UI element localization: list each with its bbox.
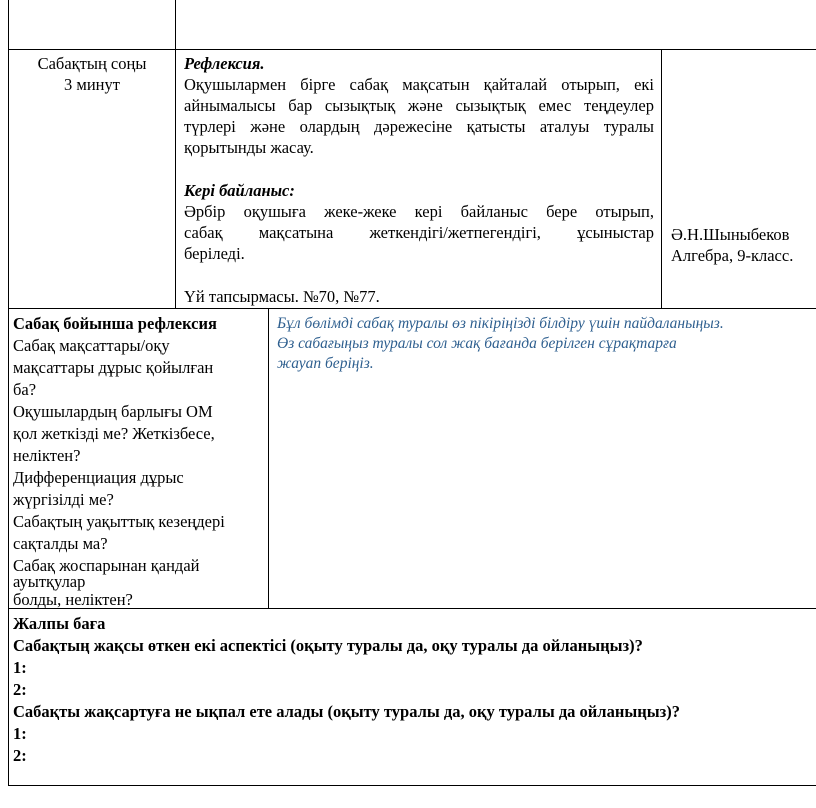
overall-answer-1-1: 1: — [13, 658, 27, 677]
homework-text: Үй тапсырмасы. №70, №77. — [184, 287, 380, 306]
overall-answer-1-2: 2: — [13, 680, 27, 699]
reflection-hint-line: Өз сабағыңыз туралы сол жақ бағанда берілген сұрақтарға — [277, 335, 677, 352]
feedback-heading: Кері байланыс: — [184, 181, 295, 200]
feedback-line: Әрбір оқушыға жеке-жеке кері байланыс бере отырып, — [184, 202, 654, 221]
column-divider-1 — [175, 0, 176, 308]
lesson-reflection-question: Сабақ жоспарынан қандай — [13, 556, 200, 575]
reflection-line: қорытынды жасау. — [184, 138, 314, 157]
feedback-line: сабақ мақсатына жеткендігі/жетпегендігі, ұсыныстар — [184, 223, 654, 242]
table-border-bottom — [8, 785, 816, 786]
textbook-name: Алгебра, 9-класс. — [671, 246, 794, 265]
lesson-reflection-heading: Сабақ бойынша рефлексия — [13, 314, 217, 333]
reflection-hint-line: жауап беріңіз. — [277, 355, 374, 372]
lesson-reflection-question: сақталды ма? — [13, 534, 108, 553]
overall-heading: Жалпы баға — [13, 614, 106, 633]
lesson-reflection-question: ауытқулар — [13, 572, 86, 591]
overall-question-1: Сабақтың жақсы өткен екі аспектісі (оқыту туралы да, оқу туралы да ойланыңыз)? — [13, 636, 643, 655]
lesson-reflection-question: Оқушылардың барлығы ОМ — [13, 402, 213, 421]
author-name: Ә.Н.Шыныбеков — [671, 225, 790, 244]
lesson-reflection-question: неліктен? — [13, 446, 81, 465]
overall-answer-2-1: 1: — [13, 724, 27, 743]
row-divider-2 — [8, 308, 816, 309]
timing-value: 3 минут — [64, 75, 120, 94]
lesson-reflection-question: Сабақ мақсаттары/оқу — [13, 336, 170, 355]
table-border-left — [8, 0, 9, 786]
lesson-reflection-question: Сабақтың уақыттық кезеңдері — [13, 512, 225, 531]
lesson-reflection-question: жүргізілді ме? — [13, 490, 114, 509]
reflection-line: айнымалысы бар сызықтық және сызықтық емес теңдеулер — [184, 96, 654, 115]
column-divider-3 — [268, 308, 269, 608]
reflection-line: түрлері және олардың дәрежесіне қатысты аталуы туралы — [184, 117, 654, 136]
timing-cell — [9, 53, 175, 95]
reflection-line: Оқушылармен бірге сабақ мақсатын қайталай отырып, екі — [184, 75, 654, 94]
lesson-reflection-question: қол жеткізді ме? Жеткізбесе, — [13, 424, 215, 443]
lesson-reflection-question: болды, неліктен? — [13, 590, 133, 609]
lesson-reflection-question: ба? — [13, 380, 37, 399]
overall-answer-2-2: 2: — [13, 746, 27, 765]
column-divider-2 — [661, 49, 662, 308]
overall-question-2: Сабақты жақсартуға не ықпал ете алады (оқыту туралы да, оқу туралы да ойланыңыз)? — [13, 702, 680, 721]
lesson-reflection-question: мақсаттары дұрыс қойылған — [13, 358, 214, 377]
feedback-line: беріледі. — [184, 244, 245, 263]
timing-label: Сабақтың соңы — [37, 54, 147, 73]
reflection-hint-line: Бұл бөлімді сабақ туралы өз пікіріңізді білдіру үшін пайдаланыңыз. — [277, 315, 724, 332]
reflection-heading: Рефлексия. — [184, 54, 265, 73]
row-divider-1 — [8, 49, 816, 50]
lesson-reflection-question: Дифференциация дұрыс — [13, 468, 184, 487]
